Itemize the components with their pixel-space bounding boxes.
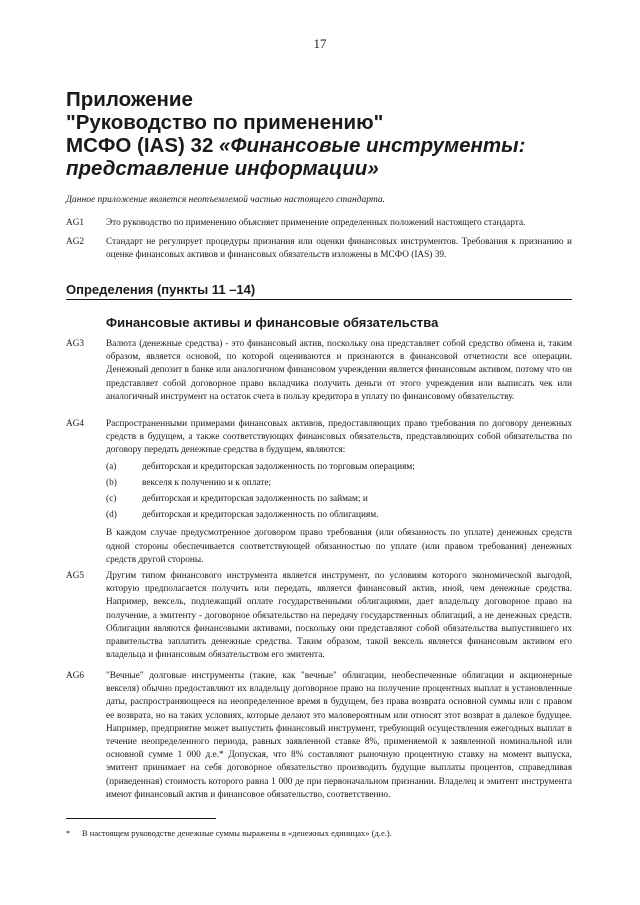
list-item	[106, 509, 572, 522]
paragraph-ag5	[66, 570, 572, 662]
paragraph-ag2	[66, 236, 572, 262]
paragraph-intro: Распространенными примерами финансовых активов, предоставляющих право требования по договору денежных средств в будущем, а также соответствующих финансовых обязательств, представляющих собой обязательства по договору передать денежные средства в будущем, являются:	[106, 419, 572, 456]
subsection-heading: Финансовые активы и финансовые обязательства	[106, 315, 439, 330]
paragraph-text: Это руководство по применению объясняет применение определенных положений настоящего стандарта.	[106, 218, 526, 228]
list-item-label: (a)	[106, 461, 117, 472]
list-item-text: векселя к получению и к оплате;	[142, 477, 272, 488]
list-item-label: (b)	[106, 477, 117, 488]
title-line-2: "Руководство по применению"	[66, 111, 384, 134]
list-item-label: (c)	[106, 494, 117, 505]
paragraph-ag4	[66, 418, 572, 567]
section-heading: Определения (пункты 11 –14)	[66, 282, 572, 300]
paragraph-closing: В каждом случае предусмотренное договором право требования (или обязанность по уплате) денежных средств одной стороны обеспечивается соответствующей обязанностью по уплате (или правом требования) денежных средств другой стороны.	[106, 528, 572, 565]
list-item-text: дебиторская и кредиторская задолженность по займам; и	[142, 494, 368, 505]
title-standard-name: «Финансовые инструменты:	[219, 134, 526, 157]
list-item	[106, 493, 572, 506]
list-item	[106, 461, 572, 474]
paragraph-ag3	[66, 338, 572, 404]
paragraph-label: AG2	[66, 237, 85, 247]
paragraph-ag6	[66, 670, 572, 802]
paragraph-label: AG6	[66, 671, 85, 681]
paragraph-label: AG3	[66, 339, 85, 349]
footnote	[66, 828, 392, 838]
intro-note: Данное приложение является неотъемлемой частью настоящего стандарта.	[66, 195, 386, 205]
paragraph-ag1	[66, 217, 572, 230]
paragraph-text: Другим типом финансового инструмента является инструмент, по условиям которого экономической выгодой, которую предполагается получить или передать, является финансовый актив, иной, чем денежные средства. Например, вексель, подлежащий оплате государственными облигациями, дает владельцу договорное право на получение, а эмитенту - договорное обязательство на передачу государственных облигаций, а не денежных средств. Облигации являются финансовыми активами, поскольку они представляют собой обязательства выпустившего их правительства заплатить денежные средства. Таким образом, такой вексель является финансовым активом его владельца и финансовым обязательством его эмитента.	[106, 571, 572, 661]
paragraph-text: Валюта (денежные средства) - это финансовый актив, поскольку она представляет собой средство обмена и, таким образом, является основой, по которой оцениваются и признаются в финансовой отчетности все операции. Денежный депозит в банке или аналогичном финансовом учреждении является финансовым активом, потому что он представляет собой договорное право вкладчика получить деньги от этого учреждения или выписать чек или аналогичный инструмент на остаток счета в пользу кредитора в уплату по финансовому обязательству.	[106, 339, 572, 402]
title-line-3	[66, 134, 586, 157]
title-line-4: представление информации»	[66, 157, 379, 180]
footnote-divider	[66, 818, 216, 819]
paragraph-label: AG4	[66, 419, 85, 429]
list-item	[106, 477, 572, 490]
page-number: 17	[313, 36, 327, 51]
paragraph-text	[106, 418, 572, 567]
paragraph-text: Стандарт не регулирует процедуры признания или оценки финансовых инструментов. Требования к признанию и оценке финансовых активов и финансовых обязательств изложены в МСФО (IAS) 39.	[106, 237, 572, 261]
title-standard-code: МСФО (IAS) 32	[66, 134, 220, 157]
paragraph-text: "Вечные" долговые инструменты (такие, как "вечные" облигации, необеспеченные облигации и акционерные векселя) обычно предоставляют их владельцу договорное право на получение процентных выплат в установленные даты, распространяющееся на неопределенное время в будущем, без права возврата основной суммы или с правом ее возврата, но на таких условиях, которые делают это маловероятным или относят этот возврат в далекое будущее. Например, предприятие может выпустить финансовый инструмент, требующий осуществления ежегодных выплат в течение неопределенного периода, равных заявленной ставке 8%, применяемой к заявленной номинальной или основной сумме 1 000 д.е.* Допуская, что 8% составляют рыночную процентную ставку на момент выпуска, эмитент принимает на себя договорное обязательство производить будущие выплаты процентов, справедливая (приведенная) стоимость которого равна 1 000 де при первоначальном признании. Владелец и эмитент инструмента имеют финансовый актив и финансовое обязательство, соответственно.	[106, 671, 572, 800]
list-item-text: дебиторская и кредиторская задолженность по торговым операциям;	[142, 461, 415, 472]
footnote-mark: *	[66, 828, 71, 838]
list-item-text: дебиторская и кредиторская задолженность по облигациям.	[142, 510, 379, 521]
footnote-text: В настоящем руководстве денежные суммы выражены в «денежных единицах» (д.е.).	[82, 828, 392, 838]
title-line-1: Приложение	[66, 88, 193, 111]
paragraph-label: AG5	[66, 571, 85, 581]
paragraph-label: AG1	[66, 218, 85, 228]
appendix-title	[66, 88, 586, 180]
list-item-label: (d)	[106, 510, 117, 521]
